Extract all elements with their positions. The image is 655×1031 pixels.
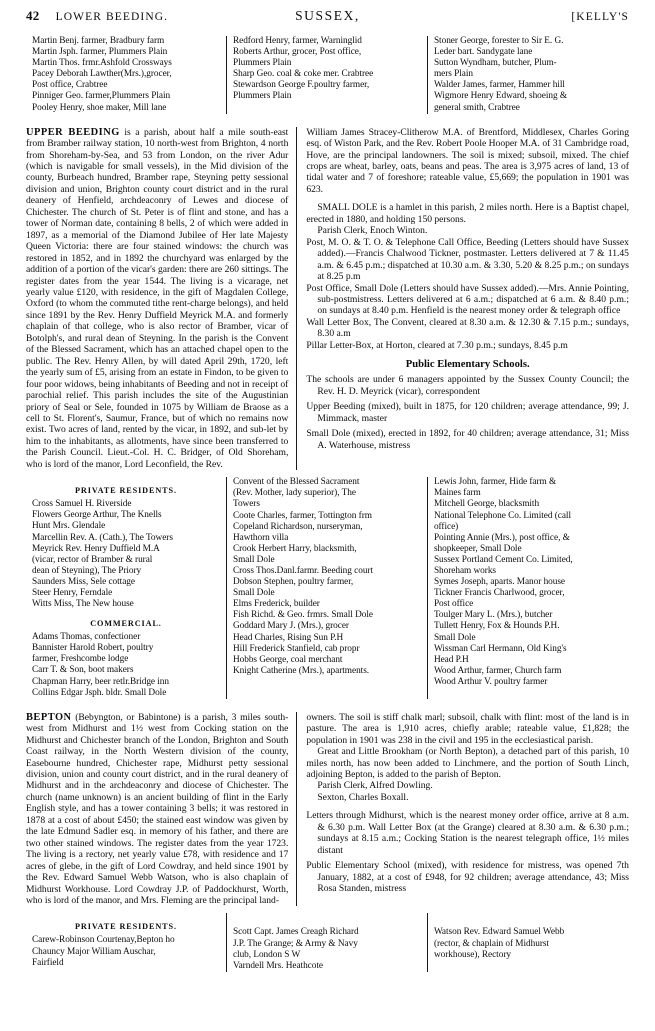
list-item: Tullett Henry, Fox & Hounds P.H. <box>433 621 560 632</box>
commercial-list-1 <box>32 632 220 699</box>
trades-list-3 <box>434 36 623 114</box>
list-item: club, London S W <box>232 949 301 960</box>
upper-beeding-column-2 <box>227 477 428 699</box>
list-item: Tickner Francis Charlwood, grocer, <box>433 588 565 599</box>
public-elementary-schools-heading: Public Elementary Schools. <box>405 359 530 371</box>
list-item: Hill Frederick Stanfield, cab propr <box>232 643 360 654</box>
brookham-note: Great and Little Brookham (or North Bepton), a detached part of this parish, 10 miles north, has now been added to Linchmere, and the portion of South Linch, adjoining Bepton, is added to the parish of Bepton. <box>306 746 629 781</box>
school-upper-beeding: Upper Beeding (mixed), built in 1875, for 120 children; average attendance, 99; J. Mimmack, master <box>306 401 629 424</box>
list-item: Walder James, farmer, Hammer hill <box>433 80 565 91</box>
upper-beeding-paragraph <box>26 127 288 471</box>
list-item: Head P.H <box>433 654 469 665</box>
list-item: Varndell Mrs. Heathcote <box>232 960 323 971</box>
parish-description-text: (Bebyngton, or Babintone) is a parish, 3 miles south-west from Midhurst and 1½ west from Cocking station on the Midhurst and Chichester branch of the London, Brighton and South Coast railway, in the North Western division of the county, Easebourne hundred, Chichester rape, Midhurst petty sessional division, union and county court district, and in the rural deanery of Midhurst and in the archdeaconry and diocese of Chichester. The church (name unknown) is an ancient building of flint in the Early English style, and has a tower containing 3 bells; it was restored in 1878 at a cost of about £450; the stained east window was given by the late Edmund Sadler esq. in memory of his father, and there are two other stained windows. The register dates from the year 1723. The living is a rectory, net yearly value £78, with residence and 17 acres of glebe, in the gift of Lord Cowdray, and held since 1901 by the Rev. Edward Samuel Webb Watson, who is also chaplain of Midhurst Workhouse. Lord Cowdray J.P. of Paddockhurst, Worth, who is lord of the manor, and Mrs. Fleming are the principal land- <box>26 711 289 906</box>
list-item: Plummers Plain <box>232 58 292 69</box>
list-item: Cross Samuel H. Riverside <box>32 499 132 510</box>
list-item: Martin Thos. frmr.Ashfold Crossways <box>32 58 172 69</box>
private-residents-heading: PRIVATE RESIDENTS. <box>75 922 177 932</box>
list-item: (vicar, rector of Bramber & rural <box>32 554 153 565</box>
page-folio: 42 <box>26 8 40 23</box>
pillar-letter-box: Pillar Letter-Box, at Horton, cleared at 7.30 p.m.; sundays, 8.45 p.m <box>306 339 568 351</box>
list-item: Maines farm <box>433 488 481 499</box>
list-item: Elms Frederick, builder <box>232 599 320 610</box>
list-item: Cross Thos.Danl.farmr. Beeding court <box>232 566 374 576</box>
trades-list-2 <box>233 36 421 103</box>
list-item: Watson Rev. Edward Samuel Webb <box>433 927 565 938</box>
commercial-list-3 <box>434 477 623 688</box>
list-item: Towers <box>232 499 260 510</box>
list-item: (rector, & chaplain of Midhurst <box>433 938 549 949</box>
list-item: general smith, Crabtree <box>433 102 520 113</box>
upper-beeding-column-3 <box>428 477 629 699</box>
list-item: Head Charles, Rising Sun P.H <box>232 632 344 643</box>
list-item: Saunders Miss, Sele cottage <box>32 576 135 587</box>
upper-beeding-officials <box>306 225 629 351</box>
list-item: Dobson Stephen, poultry farmer, <box>232 577 354 588</box>
list-item: Collins Edgar Jsph. bldr. Small Dole <box>32 687 167 698</box>
list-item: Small Dole <box>232 588 275 599</box>
list-item: Pooley Henry, shoe maker, Mill lane <box>32 102 167 113</box>
upper-beeding-article <box>26 127 629 471</box>
list-item: Knight Catherine (Mrs.), apartments. <box>232 665 370 676</box>
list-item: Hawthorn villa <box>232 532 289 543</box>
list-item: Witts Miss, The New house <box>32 599 134 610</box>
parish-description-text: is a parish, about half a mile south-east from Bramber railway station, 10 north-west from Brighton, 4 north from Shoreham-by-Sea, and 53 from London, on the river Adur (which is navigable for small vessels), in the Mid division of the county, Burbeach hundred, Bramber rape, Steyning petty sessional division and union, Brighton county court district and in the rural deanery of Henfield, archdeaconry of Lewes and diocese of Chichester. The church of St. Peter is of flint and stone, and has a tower of Norman date, containing 8 bells, 2 of which were added in 1897, as a memorial of the Diamond Jubilee of Her late Majesty Queen Victoria: there are four stained windows: the church was restored in 1852, and in 1892 the churchyard was enlarged by the addition of a portion of the vicar's garden: there are 260 sittings. The register dates from the year 1544. The living is a vicarage, net yearly value £120, with residence, in the gift of Magdalen College, Oxford (to whom the commuted tithe rent-charge belongs), and held since 1891 by the Rev. Henry Duffield Meyrick M.A. and formerly chaplain of that college, who is also rector of Bramber, vicar of Botolph's, and rural dean of Steyning. In the parish is the Convent of the Blessed Sacrament, which has an attached chapel open to the public. The Rev. Henry Allen, by will dated April 29th, 1720, left the yearly sum of £5, arising from an estate in Findon, to be given to four poor widows, being inhabitants of Beeding and not in receipt of parochial relief. This parish includes the site of the Augustinian priory of Seal or Sele, founded in 1075 by William de Braose as a cell to St. Florent's, Saumur, France, but of which no remains now exist. Two acres of land, rented by the vicar, in 1892, and sub-let by him to the inhabitants, as allotments, have since been transferred to the Parish Council. Lieut.-Col. H. C. Bridger, of Old Shoreham, who is lord of the manor, Lord Leconfield, the Rev. <box>26 126 289 470</box>
parish-description-continued: William James Stracey-Clitherow M.A. of Brentford, Middlesex, Charles Goring esq. of Wiston Park, and the Rev. Robert Poole Hooper M.A. of 31 Cambridge road, Hove, are the principal landowners. The soil is mixed; subsoil, mixed. The chief crops are wheat, barley, oats, beans and peas. The area is 3,975 acres of land, 13 of tidal water and 7 of foreshore; rateable value, £5,669; the population in 1901 was 623. <box>306 126 629 195</box>
upper-beeding-continuation-column <box>297 127 629 471</box>
list-item: Pacey Deborah Lawther(Mrs.),grocer, <box>32 69 172 80</box>
bepton-residents-list-3 <box>434 927 623 960</box>
parish-clerk: Parish Clerk, Alfred Dowling. <box>317 780 433 792</box>
bepton-residents-list-1 <box>32 935 220 968</box>
list-item: Goddard Mary J. (Mrs.), grocer <box>232 621 349 632</box>
wall-letter-box: Wall Letter Box, The Convent, cleared at 8.30 a.m. & 12.30 & 7.15 p.m.; sundays, 8.30 a.m <box>306 316 629 340</box>
lower-beeding-trades <box>26 36 629 114</box>
directory-page <box>0 8 655 1031</box>
sexton: Sexton, Charles Boxall. <box>317 791 409 803</box>
list-item: Pinniger Geo. farmer,Plummers Plain <box>32 91 171 102</box>
parish-name-heading: UPPER BEEDING <box>26 126 120 138</box>
list-item: Marcellin Rev. A. (Cath.), The Towers <box>32 532 173 543</box>
list-item: Wigmore Henry Edward, shoeing & <box>433 91 568 102</box>
bepton-prose <box>26 712 288 907</box>
list-item: Post office <box>433 599 474 610</box>
list-item: J.P. The Grange; & Army & Navy <box>232 938 358 949</box>
list-item: Crook Herbert Harry, blacksmith, <box>232 543 357 554</box>
list-item: Meyrick Rev. Henry Duffield M.A <box>32 543 160 554</box>
list-item: (Rev. Mother, lady superior), The <box>232 488 356 499</box>
list-item: Leder bart. Sandygate lane <box>433 47 533 58</box>
list-item: Carew-Robinson Courtenay,Bepton ho <box>32 935 175 946</box>
parish-clerk: Parish Clerk, Enoch Winton. <box>317 225 428 237</box>
commercial-heading: COMMERCIAL. <box>90 619 162 629</box>
bepton-officials <box>306 780 629 803</box>
list-item: office) <box>433 521 459 532</box>
list-item: Symes Joseph, aparts. Manor house <box>433 577 566 588</box>
parish-description-continued: owners. The soil is stiff chalk marl; subsoil, chalk with flint: most of the land is in pasture. The area is 1,910 acres, chiefly arable; rateable value, £1,828; the population in 1901 was 238 in the civil and 195 in the ecclesiastical parish. <box>306 711 629 746</box>
list-item: Redford Henry, farmer, Warninglid <box>232 36 362 46</box>
list-item: Small Dole <box>433 632 476 643</box>
list-item: National Telephone Co. Limited (call <box>433 510 571 521</box>
trades-column-1 <box>26 36 227 114</box>
list-item: mers Plain <box>433 69 473 80</box>
commercial-list-2 <box>233 477 421 677</box>
list-item: workhouse), Rectory <box>433 949 511 960</box>
trades-list-1 <box>32 36 220 114</box>
list-item: Adams Thomas, confectioner <box>32 632 141 643</box>
list-item: Shoreham works <box>433 566 496 576</box>
trades-column-2 <box>227 36 428 114</box>
parish-name-heading: BEPTON <box>26 711 72 723</box>
list-item: Chapman Harry, beer retlr.Bridge inn <box>32 676 170 687</box>
list-item: Sussex Portland Cement Co. Limited, <box>433 554 573 565</box>
running-head-guide: [KELLY'S <box>571 11 629 23</box>
school-small-dole: Small Dole (mixed), erected in 1892, for 40 children; average attendance, 31; Miss A. Waterhouse, mistress <box>306 428 629 451</box>
list-item: Hunt Mrs. Glendale <box>32 521 106 532</box>
post-office-beeding: Post, M. O. & T. O. & Telephone Call Office, Beeding (Letters should have Sussex added).—Francis Chalwood Tickner, postmaster. Letters delivered at 7 & 11.45 a.m. & 6.45 p.m.; dispatched at 10.30 a.m. & 3.30, 5.20 & 8.25 p.m.; on sundays at 8.25 p.m <box>306 236 629 283</box>
bepton-continuation-column <box>297 712 629 907</box>
list-item: shopkeeper, Small Dole <box>433 543 522 554</box>
list-item: Wissman Carl Hermann, Old King's <box>433 643 567 654</box>
bepton-residents-list-2 <box>233 927 421 971</box>
list-item: Martin Jsph. farmer, Plummers Plain <box>32 47 168 58</box>
list-item: Sharp Geo. coal & coke mer. Crabtree <box>232 69 374 80</box>
list-item: Steer Henry, Ferndale <box>32 588 113 598</box>
list-item: Stoner George, forester to Sir E. G. <box>433 36 564 46</box>
small-dole-text: SMALL DOLE is a hamlet in this parish, 2 miles north. Here is a Baptist chapel, erected in 1880, and holding 150 persons. <box>306 202 629 225</box>
trades-column-3 <box>428 36 629 114</box>
post-office-small-dole: Post Office, Small Dole (Letters should have Sussex added).—Mrs. Annie Pointing, sub-postmistress. Letters delivered at 6 a.m.; dispatched at 6 a.m. & 8.40 p.m.; on sundays at 8.40 p.m. Henfield is the nearest money order & telegraph office <box>306 282 629 317</box>
public-elementary-school: Public Elementary School (mixed), with residence for mistress, was opened 7th January, 1882, at a cost of £948, for 92 children; average attendance, 43; Miss Rosa Standen, mistress <box>306 860 629 895</box>
list-item: Flowers George Arthur, The Knells <box>32 510 162 521</box>
list-item: Post office, Crabtree <box>32 80 108 91</box>
list-item: Lewis John, farmer, Hide farm & <box>433 477 557 488</box>
bepton-paragraph <box>26 712 288 907</box>
list-item: Pointing Annie (Mrs.), post office, & <box>433 532 570 543</box>
list-item: Stewardson George F.poultry farmer, <box>232 80 370 91</box>
list-item: Plummers Plain <box>232 91 292 102</box>
list-item: Roberts Arthur, grocer, Post office, <box>232 47 362 58</box>
upper-beeding-prose <box>26 127 288 471</box>
bepton-column-2 <box>227 913 428 971</box>
list-item: Martin Benj. farmer, Bradbury farm <box>32 36 165 46</box>
bepton-post-and-school <box>306 810 629 894</box>
list-item: Fish Richd. & Geo. frmrs. Small Dole <box>232 610 373 621</box>
letters-through-midhurst: Letters through Midhurst, which is the nearest money order office, arrive at 8 a.m. & 6.30 p.m. Wall Letter Box (at the Grange) cleared at 8.30 a.m. & 6.30 p.m.; sundays at 8.15 a.m.; Cocking Station is the nearest telegraph office, 1½ miles distant <box>306 810 629 856</box>
list-item: Hobbs George, coal merchant <box>232 654 343 665</box>
private-residents-list <box>32 499 220 610</box>
upper-beeding-description-column <box>26 127 297 471</box>
list-item: Coote Charles, farmer, Tottington frm <box>232 510 372 521</box>
list-item: Wood Arthur V. poultry farmer <box>433 676 548 687</box>
list-item: farmer, Freshcombe lodge <box>32 654 129 665</box>
running-head <box>26 8 629 34</box>
bepton-column-1 <box>26 913 227 971</box>
bepton-directory <box>26 913 629 971</box>
bepton-article <box>26 712 629 907</box>
list-item: Sutton Wyndham, butcher, Plum- <box>433 58 557 69</box>
upper-beeding-schools <box>306 374 629 451</box>
upper-beeding-column-1 <box>26 477 227 699</box>
bepton-prose-cont <box>306 712 629 781</box>
list-item: Carr T. & Son, boot makers <box>32 665 134 676</box>
upper-beeding-directory <box>26 477 629 699</box>
list-item: Copeland Richardson, nurseryman, <box>232 521 363 532</box>
list-item: Chauncy Major William Auschar, <box>32 946 156 957</box>
list-item: Scott Capt. James Creagh Richard <box>232 927 359 938</box>
list-item: Wood Arthur, farmer, Church farm <box>433 665 562 676</box>
list-item: Toulger Mary L. (Mrs.), butcher <box>433 610 553 621</box>
list-item: Fairfield <box>32 957 64 968</box>
list-item: dean of Steyning), The Priory <box>32 565 142 576</box>
list-item: Mitchell George, blacksmith <box>433 499 540 510</box>
list-item: Bannister Harold Robert, poultry <box>32 643 154 654</box>
small-dole-note <box>306 202 629 225</box>
private-residents-heading: PRIVATE RESIDENTS. <box>75 486 177 496</box>
upper-beeding-prose-cont <box>306 127 629 196</box>
school-managers: The schools are under 6 managers appointed by the Sussex County Council; the Rev. H. D. Meyrick (vicar), correspondent <box>306 374 629 397</box>
running-head-parish: LOWER BEEDING. <box>55 11 169 23</box>
bepton-column-3 <box>428 913 629 971</box>
running-head-county: SUSSEX, <box>295 8 360 23</box>
bepton-description-column <box>26 712 297 907</box>
list-item: Convent of the Blessed Sacrament <box>232 477 360 488</box>
list-item: Small Dole <box>232 554 275 565</box>
